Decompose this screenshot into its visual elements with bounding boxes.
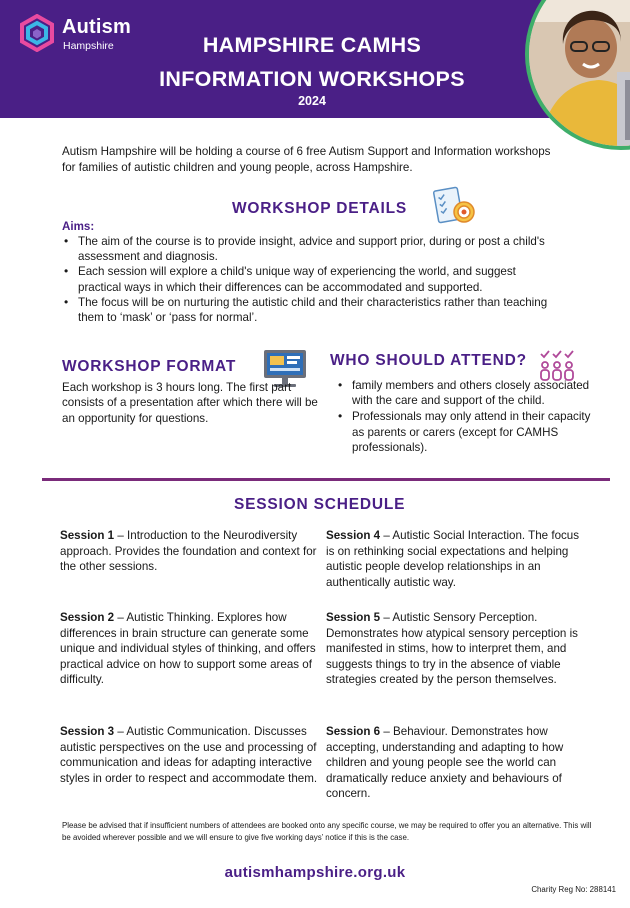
session-label: Session 6 — [326, 725, 381, 738]
attendees-list-item: • family members and others closely associated with the care and support of the child. — [336, 378, 596, 408]
attendees-list — [336, 378, 596, 456]
session-label: Session 3 — [60, 725, 115, 738]
session-label: Session 2 — [60, 611, 115, 624]
session-label: Session 1 — [60, 529, 115, 542]
website-link[interactable]: autismhampshire.org.uk — [224, 864, 406, 881]
session-1 — [60, 528, 318, 575]
session-description: – Autistic Thinking. Explores how differences in brain structure can generate some unique and individual styles of thinking, and offers practical advice on how to support some areas of difficulty. — [60, 611, 316, 687]
session-description: – Behaviour. Demonstrates how accepting, understanding and adapting to how children and young people see the world can dramatically reduce anxiety and behaviours of concern. — [326, 725, 564, 801]
attendance-notice: Please be advised that if insufficient numbers of attendees are booked onto any specific course, we may be required to offer you an alternative. This will be avoided wherever possible and we will ensure to give five working days’ notice if this is the case. — [62, 821, 592, 842]
session-description: – Introduction to the Neurodiversity approach. Provides the foundation and context for the other sessions. — [60, 529, 317, 574]
year-label: 2024 — [298, 94, 326, 108]
section-divider — [42, 478, 610, 481]
intro-paragraph: Autism Hampshire will be holding a course of 6 free Autism Support and Information workshops for families of autistic children and young people, across Hampshire. — [62, 145, 551, 174]
aims-list-item: • Each session will explore a child's unique way of experiencing the world, and suggest practical ways in which their differences can be accommodated and supported. — [62, 264, 562, 294]
workshop-details-heading: WORKSHOP DETAILS — [232, 200, 407, 217]
session-3 — [60, 724, 320, 786]
charity-registration: Charity Reg No: 288141 — [531, 885, 616, 894]
page-title — [120, 28, 504, 96]
aims-list-item: • The aim of the course is to provide insight, advice and support prior, during or post a child's assessment and diagnosis. — [62, 234, 562, 264]
session-6 — [326, 724, 588, 802]
aims-list-item: • The focus will be on nurturing the autistic child and their characteristics rather than teaching them to ‘mask’ or ‘pass for normal’. — [62, 295, 562, 325]
session-description: – Autistic Communication. Discusses autistic perspectives on the use and processing of communication and ideas for adapting interactive styles in order to respect and accommodate them. — [60, 725, 318, 785]
who-should-attend-heading: WHO SHOULD ATTEND? — [330, 352, 527, 369]
aims-label: Aims: — [62, 220, 95, 233]
session-schedule-heading: SESSION SCHEDULE — [234, 496, 406, 513]
session-2 — [60, 610, 320, 688]
autism-hampshire-logo-icon — [18, 14, 56, 52]
logo-wordmark: Autism — [62, 16, 131, 38]
workshop-format-heading: WORKSHOP FORMAT — [62, 358, 237, 375]
title-line-2: INFORMATION WORKSHOPS — [159, 67, 465, 91]
aims-list — [62, 234, 562, 325]
session-label: Session 4 — [326, 529, 381, 542]
person-at-laptop-illustration — [529, 0, 630, 150]
header-photo — [525, 0, 630, 150]
session-4 — [326, 528, 588, 590]
checklist-target-icon — [432, 186, 476, 226]
title-line-1: HAMPSHIRE CAMHS — [202, 33, 422, 57]
session-label: Session 5 — [326, 611, 381, 624]
workshop-format-text: Each workshop is 3 hours long. The first part consists of a presentation after which there will be an opportunity for questions. — [62, 381, 318, 425]
audience-people-icon — [538, 348, 576, 382]
attendees-list-item: • Professionals may only attend in their capacity as parents or carers (except for CAMHS professionals). — [336, 409, 596, 455]
session-description: – Autistic Social Interaction. The focus is on rethinking social expectations and helping autistic people develop relationships in an authentically autistic way. — [326, 529, 580, 589]
logo-subtitle: Hampshire — [63, 40, 114, 52]
session-5 — [326, 610, 588, 688]
session-description: – Autistic Sensory Perception. Demonstrates how atypical sensory perception is manifested in stims, how to interpret them, and suggests things to try in the absence of viable strategies created by the person themselves. — [326, 611, 578, 687]
